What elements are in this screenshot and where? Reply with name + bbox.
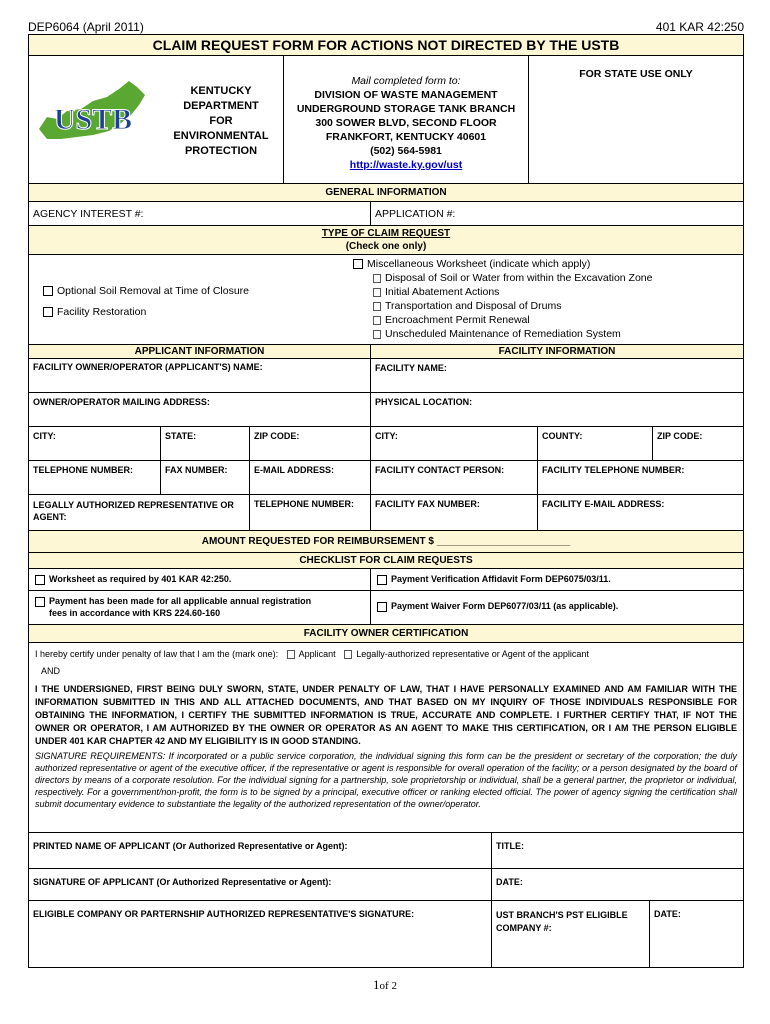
signature-requirements: SIGNATURE REQUIREMENTS: If incorporated or a public service corporation, the individual signing this form can be the president or secretary of the corporation; the duly authorized representative or agent of the executive officer, if the representative or agent is responsible for overall operation of the facility; or a person designated by the board of directors by means of a corporate resolution. For the individual signing for a partnership, sole proprietorship or individual, shall be a general partner, the proprietor or individual, respectively. For a government/non-profit, the form is to be signed by a principal, executive officer or ranking elected official. The power of agency signing the certification shall submit documentary evidence to substantiate the legality of the authorized representation of the owner/operator. bbox=[35, 751, 737, 809]
claim-option-soil-removal[interactable] bbox=[43, 285, 249, 297]
state-use-only: FOR STATE USE ONLY bbox=[579, 68, 693, 80]
checkbox-icon[interactable] bbox=[373, 274, 381, 283]
applicant-heading: APPLICANT INFORMATION bbox=[29, 345, 371, 358]
rep-row bbox=[29, 495, 743, 531]
facility-phone-field[interactable]: FACILITY TELEPHONE NUMBER: bbox=[542, 465, 685, 475]
signature-field[interactable]: SIGNATURE OF APPLICANT (Or Authorized Representative or Agent): bbox=[29, 869, 492, 900]
facility-zip-field[interactable]: ZIP CODE: bbox=[657, 431, 703, 441]
claim-option-misc[interactable] bbox=[353, 257, 652, 271]
option-label: Optional Soil Removal at Time of Closure bbox=[57, 285, 249, 297]
dept-line: PROTECTION bbox=[184, 145, 258, 157]
phone-row bbox=[29, 461, 743, 495]
dept-line: ENVIRONMENTAL bbox=[173, 130, 269, 142]
checklist-waiver[interactable] bbox=[371, 591, 743, 624]
regulation-ref: 401 KAR 42:250 bbox=[655, 20, 744, 34]
mail-line: (502) 564-5981 bbox=[370, 145, 442, 157]
ustb-logo bbox=[29, 56, 159, 176]
general-info-row bbox=[29, 202, 743, 226]
claim-type-title: TYPE OF CLAIM REQUEST bbox=[321, 228, 451, 239]
checkbox-icon[interactable] bbox=[373, 288, 381, 297]
general-heading: GENERAL INFORMATION bbox=[325, 187, 447, 198]
checkbox-icon[interactable] bbox=[373, 302, 381, 311]
misc-item-label: Unscheduled Maintenance of Remediation System bbox=[385, 328, 621, 340]
claim-type-subtitle: (Check one only) bbox=[345, 241, 427, 252]
checkbox-icon[interactable] bbox=[35, 575, 45, 585]
facility-heading: FACILITY INFORMATION bbox=[498, 346, 616, 357]
dept-line: KENTUCKY bbox=[190, 85, 252, 97]
and-text: AND bbox=[41, 666, 61, 676]
misc-item-label: Disposal of Soil or Water from within the Excavation Zone bbox=[385, 272, 653, 284]
checklist-row-1 bbox=[29, 569, 743, 591]
printed-name-row bbox=[29, 833, 743, 869]
option-label: Miscellaneous Worksheet (indicate which apply) bbox=[367, 258, 591, 270]
certification-statement: I THE UNDERSIGNED, FIRST BEING DULY SWORN, STATE, UNDER PENALTY OF LAW, THAT I HAVE PERSONALLY EXAMINED AND AM FAMILIAR WITH THE INFORMATION SUBMITTED IN THIS AND ALL ATTACHED DOCUMENTS, AND THAT BASED ON MY INQUIRY OF THOSE INDIVIDUALS RESPONSIBLE FOR OBTAINING THE INFORMATION, I CERTIFY THE SUBMITTED INFORMATION IS TRUE, ACCURATE AND COMPLETE. I FURTHER CERTIFY THAT, IF NOT THE OWNER OR OPERATOR, I AM AUTHORIZED BY THE OWNER OR OPERATOR AS AN AGENT TO MAKE THIS CERTIFICATION, OR I AM THE PERSON ELIGIBLE UNDER 401 KAR CHAPTER 42 AND MY ELIGIBILITY IS IN GOOD STANDING. bbox=[35, 684, 737, 746]
applicant-email-field[interactable]: E-MAIL ADDRESS: bbox=[250, 461, 371, 494]
facility-city-field[interactable]: CITY: bbox=[371, 427, 538, 460]
facility-contact-field[interactable]: FACILITY CONTACT PERSON: bbox=[371, 461, 538, 494]
mail-intro: Mail completed form to: bbox=[351, 75, 461, 87]
amount-row bbox=[29, 531, 743, 553]
form-id: DEP6064 (April 2011) bbox=[28, 20, 144, 34]
applicant-state-field[interactable]: STATE: bbox=[161, 427, 250, 460]
kentucky-map-icon bbox=[33, 59, 153, 169]
certification-heading-row bbox=[29, 625, 743, 643]
agency-url-link[interactable]: http://waste.ky.gov/ust bbox=[349, 159, 463, 171]
option-label: Facility Restoration bbox=[57, 306, 147, 318]
checkbox-icon[interactable] bbox=[43, 307, 53, 317]
facility-name-field[interactable]: FACILITY NAME: bbox=[375, 363, 447, 373]
checkbox-icon[interactable] bbox=[35, 597, 45, 607]
misc-item[interactable] bbox=[353, 271, 652, 285]
physical-location-field[interactable]: PHYSICAL LOCATION: bbox=[375, 397, 473, 407]
date-field[interactable]: DATE: bbox=[496, 877, 523, 887]
checkbox-icon[interactable] bbox=[373, 330, 381, 339]
checklist-affidavit[interactable] bbox=[371, 569, 743, 590]
opt-rep-label: Legally-authorized representative or Agent of the applicant bbox=[356, 649, 589, 659]
company-signature-field[interactable]: ELIGIBLE COMPANY OR PARTERNSHIP AUTHORIZED REPRESENTATIVE'S SIGNATURE: bbox=[29, 901, 492, 967]
claim-type-heading bbox=[29, 226, 743, 254]
title-row bbox=[29, 35, 743, 56]
agency-block bbox=[29, 56, 743, 184]
form-frame bbox=[28, 34, 744, 968]
checklist-label: Worksheet as required by 401 KAR 42:250. bbox=[49, 574, 232, 584]
application-field[interactable]: APPLICATION #: bbox=[375, 208, 456, 220]
general-heading-row bbox=[29, 184, 743, 202]
applicant-fax-field[interactable]: FAX NUMBER: bbox=[161, 461, 250, 494]
misc-item[interactable] bbox=[353, 327, 652, 341]
applicant-zip-field[interactable]: ZIP CODE: bbox=[250, 427, 371, 460]
mail-line: 300 SOWER BLVD, SECOND FLOOR bbox=[315, 117, 497, 129]
amount-requested-field[interactable]: AMOUNT REQUESTED FOR REIMBURSEMENT $ ________________________ bbox=[201, 536, 571, 547]
checklist-heading: CHECKLIST FOR CLAIM REQUESTS bbox=[299, 555, 473, 566]
mail-line: FRANKFORT, KENTUCKY 40601 bbox=[325, 131, 487, 143]
address-row bbox=[29, 393, 743, 427]
checklist-label: Payment Verification Affidavit Form DEP6075/03/11. bbox=[391, 574, 611, 584]
misc-item-label: Initial Abatement Actions bbox=[385, 286, 500, 298]
page-number: 1 bbox=[373, 977, 380, 992]
dept-line: DEPARTMENT bbox=[183, 100, 259, 112]
opt-applicant-label: Applicant bbox=[298, 649, 336, 659]
facility-county-field[interactable]: COUNTY: bbox=[538, 427, 653, 460]
kentucky-dept bbox=[159, 56, 284, 183]
checklist-label: Payment has been made for all applicable annual registration bbox=[49, 596, 312, 606]
certify-text: I hereby certify under penalty of law that I am the (mark one): bbox=[35, 649, 279, 659]
pst-label: UST BRANCH'S PST ELIGIBLE bbox=[496, 910, 628, 920]
name-row bbox=[29, 359, 743, 393]
pst-label: COMPANY #: bbox=[496, 923, 552, 933]
page-total: of 2 bbox=[379, 980, 397, 992]
info-heading-row bbox=[29, 345, 743, 359]
certification-body bbox=[29, 643, 743, 833]
printed-name-field[interactable]: PRINTED NAME OF APPLICANT (Or Authorized Representative or Agent): bbox=[29, 833, 492, 868]
pst-company-field[interactable] bbox=[492, 901, 650, 967]
title-field[interactable]: TITLE: bbox=[496, 841, 524, 851]
mailing-address-field[interactable]: OWNER/OPERATOR MAILING ADDRESS: bbox=[29, 393, 371, 426]
checkbox-icon[interactable] bbox=[373, 316, 381, 325]
checklist-row-2 bbox=[29, 591, 743, 625]
misc-item[interactable] bbox=[353, 299, 652, 313]
owner-name-field[interactable]: FACILITY OWNER/OPERATOR (APPLICANT'S) NAME: bbox=[29, 359, 371, 392]
certification-heading: FACILITY OWNER CERTIFICATION bbox=[303, 628, 469, 639]
logo-text: USTB bbox=[53, 103, 133, 136]
misc-item[interactable] bbox=[353, 313, 652, 327]
checklist-worksheet[interactable] bbox=[29, 569, 371, 590]
misc-item-label: Encroachment Permit Renewal bbox=[385, 314, 530, 326]
dept-line: FOR bbox=[209, 115, 233, 127]
checklist-registration-fees[interactable] bbox=[29, 591, 371, 624]
checkbox-icon[interactable] bbox=[353, 259, 363, 269]
checkbox-icon[interactable] bbox=[377, 602, 387, 612]
mail-line: UNDERGROUND STORAGE TANK BRANCH bbox=[296, 103, 516, 115]
form-title: CLAIM REQUEST FORM FOR ACTIONS NOT DIRECTED BY THE USTB bbox=[152, 37, 620, 53]
signature-row bbox=[29, 869, 743, 901]
date2-field[interactable]: DATE: bbox=[654, 909, 681, 919]
checkbox-icon[interactable] bbox=[377, 575, 387, 585]
page-footer bbox=[0, 977, 770, 993]
applicant-city-field[interactable]: CITY: bbox=[29, 427, 161, 460]
rep-checkbox-icon[interactable] bbox=[344, 650, 352, 659]
company-signature-row bbox=[29, 901, 743, 967]
checklist-label: Payment Waiver Form DEP6077/03/11 (as applicable). bbox=[391, 601, 619, 611]
claim-type-heading-row bbox=[29, 226, 743, 255]
claim-type-options bbox=[29, 255, 743, 345]
rep-phone-field[interactable]: TELEPHONE NUMBER: bbox=[250, 495, 371, 530]
city-row bbox=[29, 427, 743, 461]
applicant-checkbox-icon[interactable] bbox=[287, 650, 295, 659]
agency-interest-field[interactable]: AGENCY INTEREST #: bbox=[29, 202, 371, 225]
checklist-label: fees in accordance with KRS 224.60-160 bbox=[49, 608, 221, 618]
certify-line bbox=[29, 643, 743, 663]
misc-item-label: Transportation and Disposal of Drums bbox=[385, 300, 562, 312]
legal-rep-field[interactable]: LEGALLY AUTHORIZED REPRESENTATIVE OR AGENT: bbox=[29, 495, 250, 530]
applicant-phone-field[interactable]: TELEPHONE NUMBER: bbox=[29, 461, 161, 494]
facility-fax-field[interactable]: FACILITY FAX NUMBER: bbox=[371, 495, 538, 530]
checklist-heading-row bbox=[29, 553, 743, 569]
facility-email-field[interactable]: FACILITY E-MAIL ADDRESS: bbox=[542, 499, 665, 509]
misc-item[interactable] bbox=[353, 285, 652, 299]
checkbox-icon[interactable] bbox=[43, 286, 53, 296]
mailing-address bbox=[284, 56, 529, 183]
top-line bbox=[28, 20, 744, 34]
claim-option-facility-restoration[interactable] bbox=[43, 306, 146, 318]
mail-line: DIVISION OF WASTE MANAGEMENT bbox=[314, 89, 498, 101]
misc-worksheet-group bbox=[353, 257, 652, 341]
